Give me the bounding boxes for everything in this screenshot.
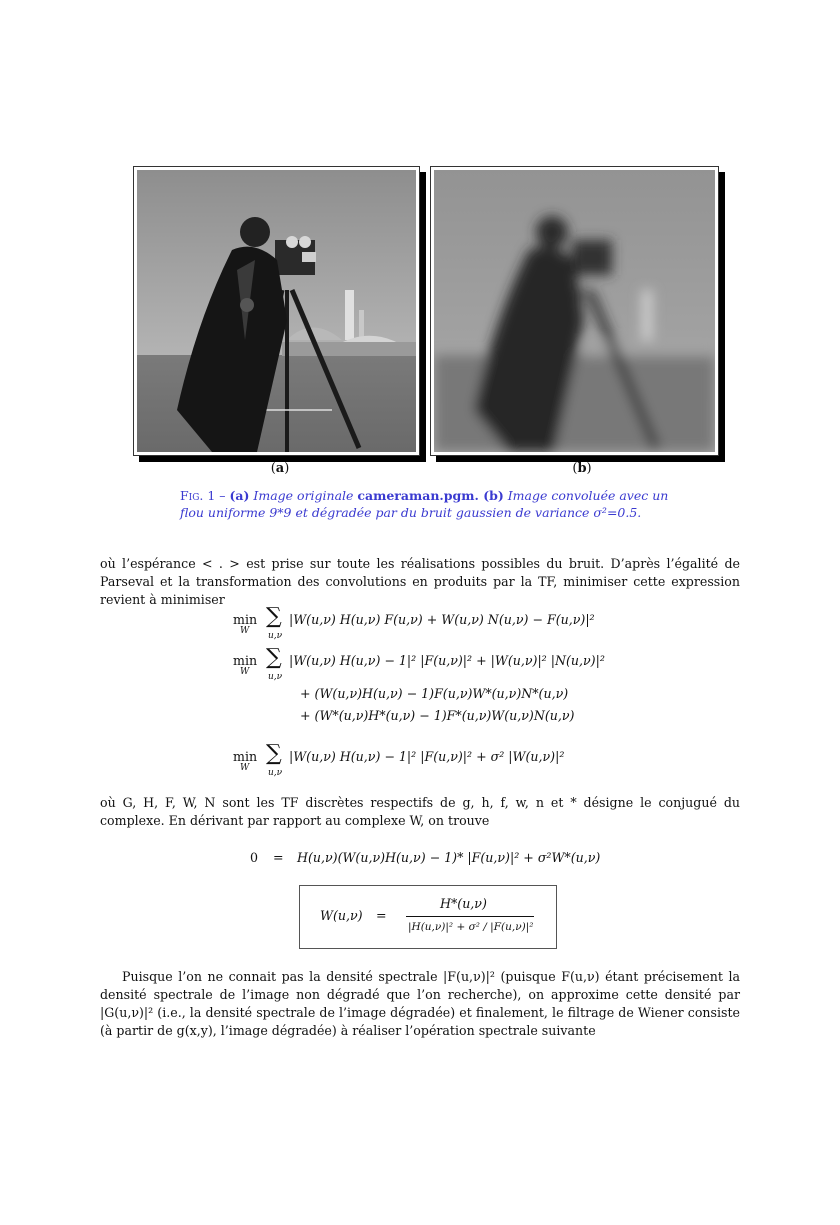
sum-symbol-2: ∑ bbox=[266, 645, 282, 670]
equation-line-2b: + (W(u,ν)H(u,ν) − 1)F(u,ν)W*(u,ν)N*(u,ν) bbox=[300, 686, 569, 701]
panel-b-label: (b) bbox=[572, 461, 592, 476]
figure-panel-b bbox=[430, 166, 719, 456]
equation-min-2-sub: W bbox=[240, 667, 250, 677]
sum-sub-2: u,ν bbox=[268, 672, 283, 682]
equation-min-1: min bbox=[233, 612, 258, 627]
sum-symbol-1: ∑ bbox=[266, 604, 282, 629]
paragraph-spectral-density: Puisque l’on ne connait pas la densité spectrale |F(u,ν)|² (puisque F(u,ν) étant précisement la densité spectrale de l’image non dégradé que l’on recherche), on approxime cette densité par |G(u,ν)|² (i.e., la densité spectrale de l’image dégradée) et finalement, le filtrage de Wiener consiste (à partir de g(x,y), l’image dégradée) à réaliser l’opération spectrale suivante bbox=[100, 969, 740, 1038]
fraction-bar bbox=[406, 916, 534, 917]
panel-a-label: (a) bbox=[270, 461, 290, 476]
equation-line-1: |W(u,ν) H(u,ν) F(u,ν) + W(u,ν) N(u,ν) − F(u,ν)|² bbox=[289, 612, 595, 627]
sum-symbol-3: ∑ bbox=[266, 741, 282, 766]
derivative-lhs: 0 bbox=[250, 850, 259, 865]
sum-sub-1: u,ν bbox=[268, 631, 283, 641]
equation-line-2c: + (W*(u,ν)H*(u,ν) − 1)F*(u,ν)W(u,ν)N(u,ν) bbox=[300, 708, 575, 723]
wiener-equals: = bbox=[376, 908, 387, 923]
equation-line-2: |W(u,ν) H(u,ν) − 1|² |F(u,ν)|² + |W(u,ν)|² |N(u,ν)|² bbox=[289, 653, 605, 668]
equation-min-1-sub: W bbox=[240, 626, 250, 636]
wiener-numerator: H*(u,ν) bbox=[440, 896, 487, 911]
paragraph-parseval: où l’espérance < . > est prise sur toute les réalisations possibles du bruit. D’après l’égalité de Parseval et la transformation des convolutions en produits par la TF, minimiser cette expression revient à minimiser bbox=[100, 556, 740, 607]
equation-min-2: min bbox=[233, 653, 258, 668]
wiener-filter-box bbox=[299, 885, 557, 949]
derivative-equals: = bbox=[273, 850, 284, 865]
figure-panel-a bbox=[133, 166, 420, 456]
paragraph-tf-definitions: où G, H, F, W, N sont les TF discrètes respectifs de g, h, f, w, n et * désigne le conjugué du complexe. En dérivant par rapport au complexe W, on trouve bbox=[100, 795, 740, 828]
figure-caption: Fig. 1 – (a) Image originale cameraman.pgm. (b) Image convoluée avec un flou uniforme 9*9 et dégradée par du bruit gaussien de variance σ²=0.5. bbox=[180, 488, 669, 520]
cameraman-original-image bbox=[137, 170, 416, 452]
sum-sub-3: u,ν bbox=[268, 768, 283, 778]
wiener-denominator: |H(u,ν)|² + σ² / |F(u,ν)|² bbox=[408, 921, 534, 933]
equation-line-3: |W(u,ν) H(u,ν) − 1|² |F(u,ν)|² + σ² |W(u,ν)|² bbox=[289, 749, 565, 764]
cameraman-blurred-image bbox=[434, 170, 715, 452]
equation-min-3: min bbox=[233, 749, 258, 764]
derivative-rhs: H(u,ν)(W(u,ν)H(u,ν) − 1)* |F(u,ν)|² + σ²W*(u,ν) bbox=[297, 850, 601, 865]
wiener-lhs: W(u,ν) bbox=[320, 908, 363, 923]
equation-min-3-sub: W bbox=[240, 763, 250, 773]
